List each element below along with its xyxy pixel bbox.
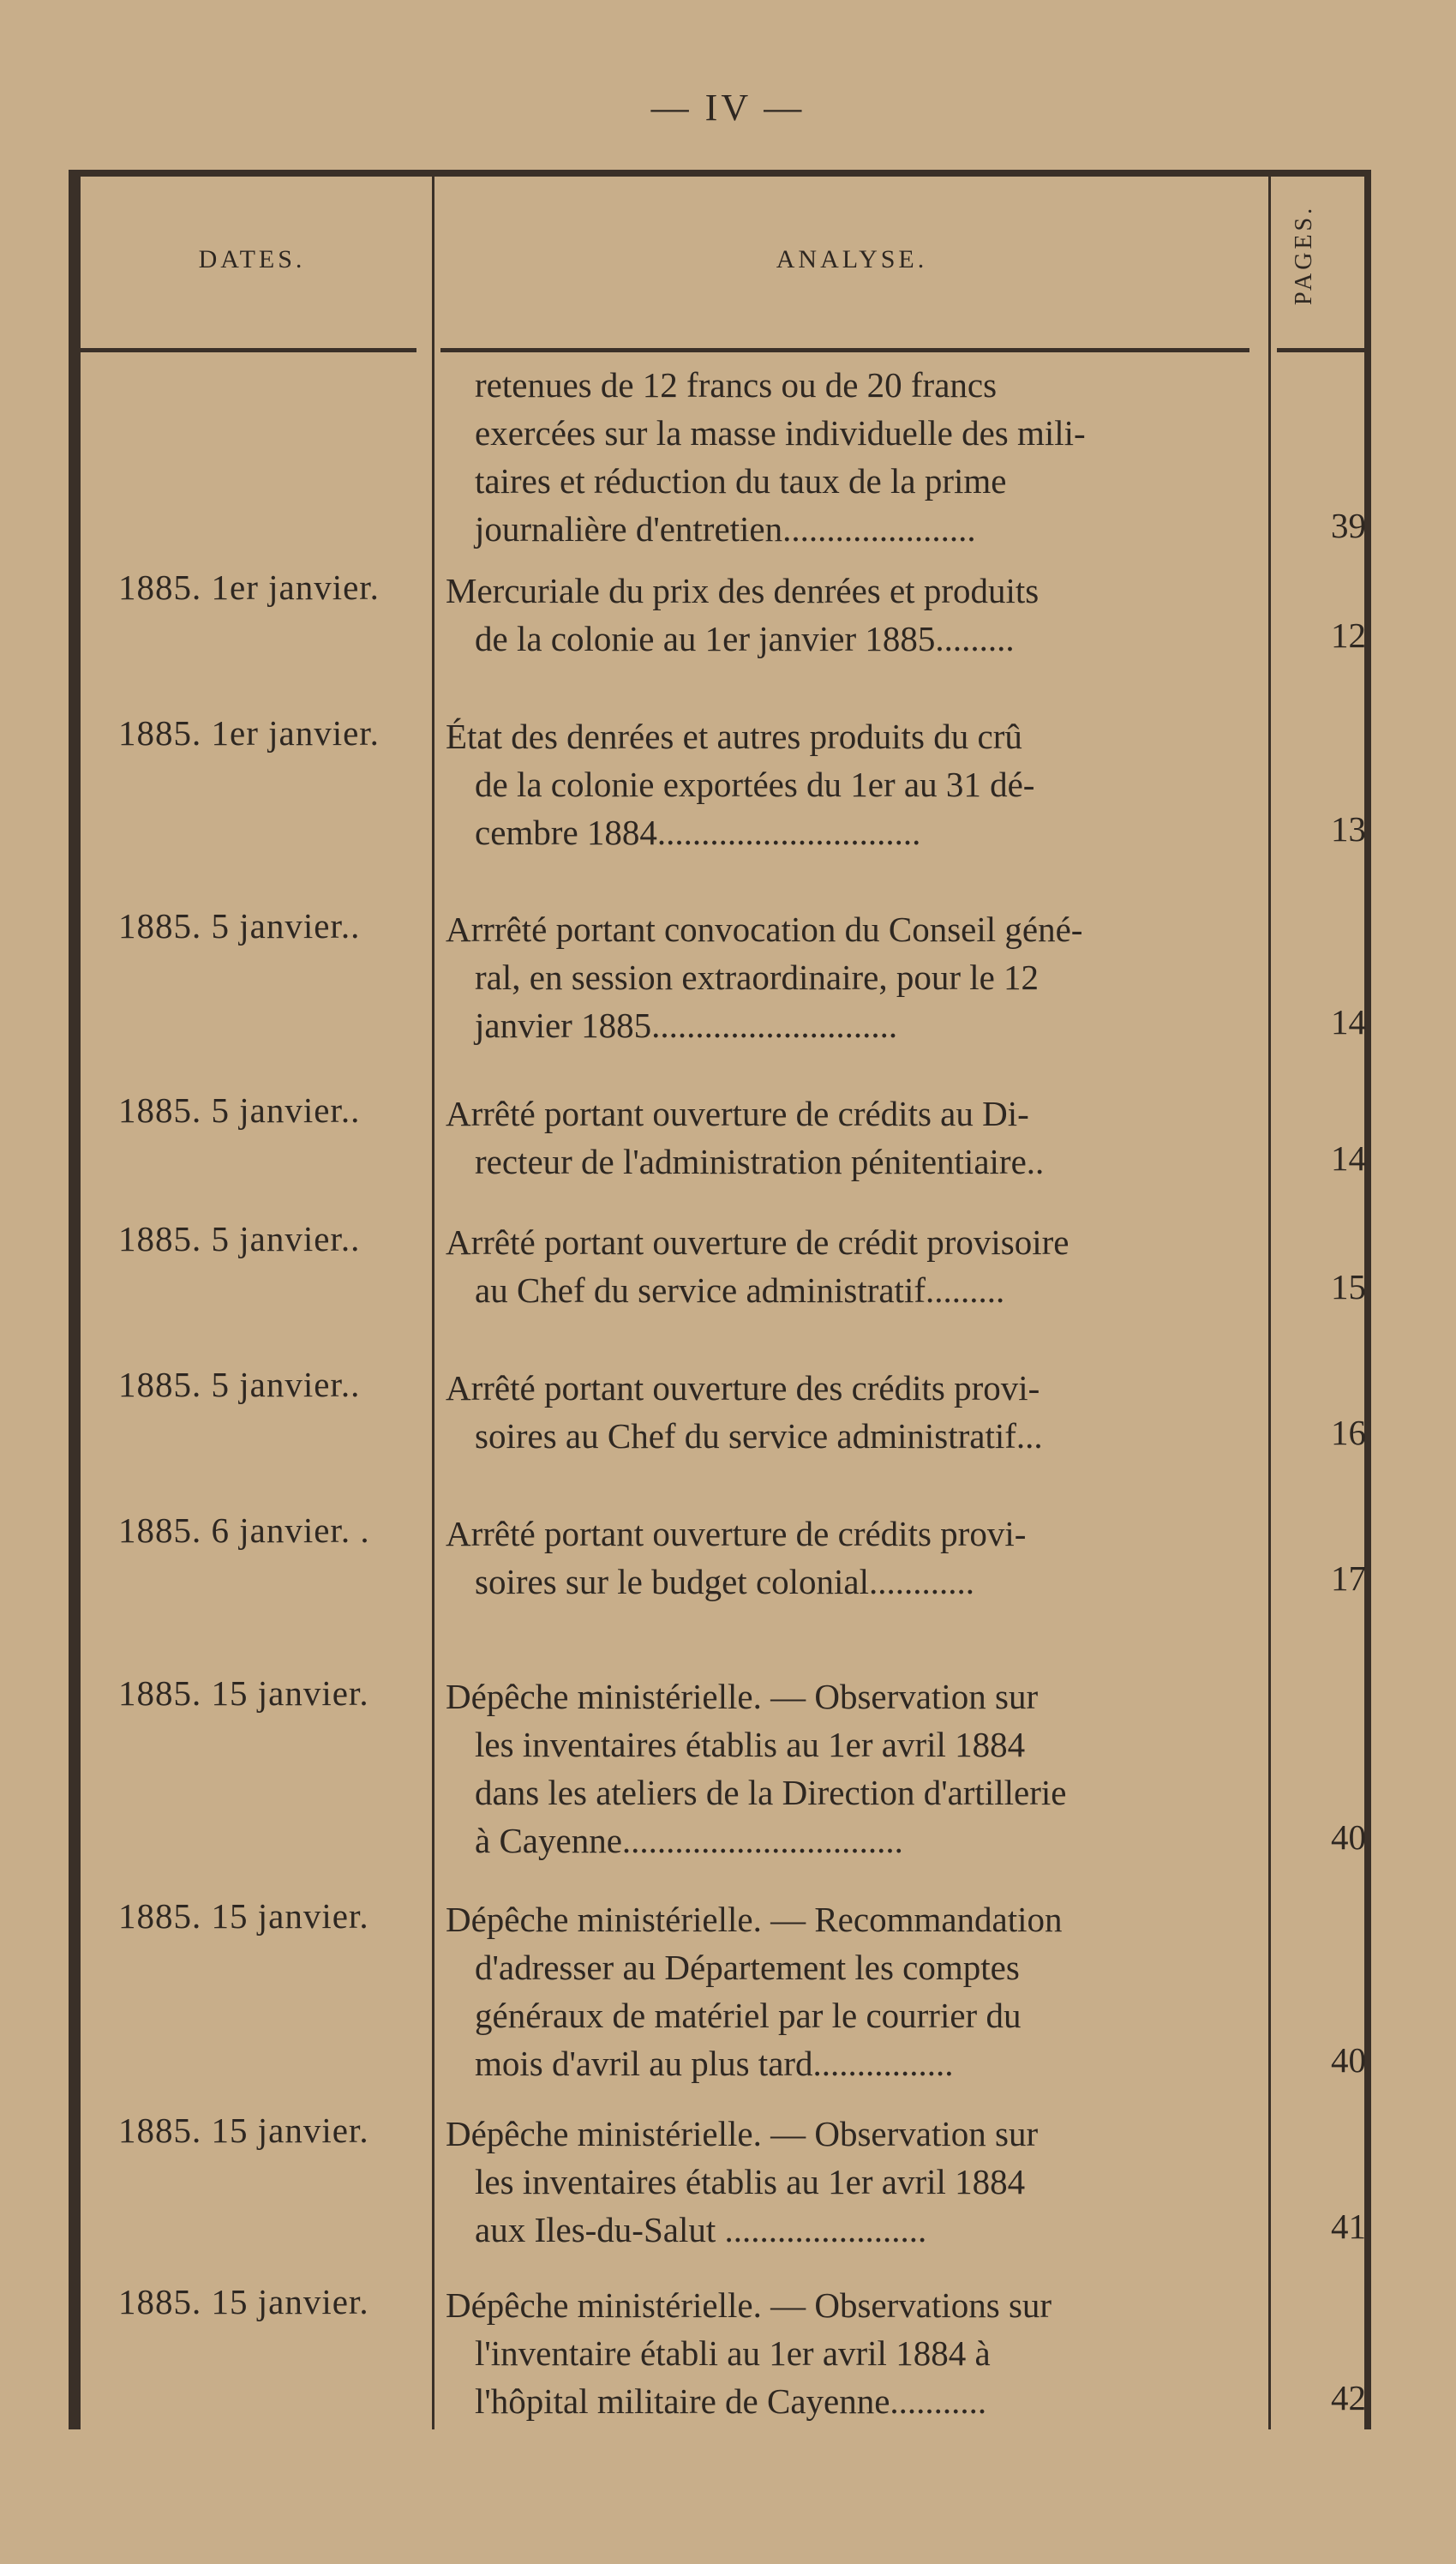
column-divider (432, 177, 434, 2429)
index-table (69, 170, 1371, 2429)
analyse-line: au Chef du service administratif......... (475, 1270, 1005, 1310)
entry-analyse (446, 2110, 1255, 2254)
analyse-line: Dépêche ministérielle. — Observations sur (446, 2285, 1052, 2325)
analyse-line: mois d'avril au plus tard................ (475, 2044, 954, 2083)
entry-date: 1885. 1er janvier. (118, 567, 380, 607)
entry-date: 1885. 5 janvier.. (118, 1219, 361, 1258)
header-rule (1277, 348, 1371, 352)
analyse-line: d'adresser au Département les comptes (475, 1948, 1020, 1987)
analyse-line: soires au Chef du service administratif... (475, 1416, 1043, 1456)
header-analyse: ANALYSE. (776, 245, 928, 273)
analyse-line: aux Iles-du-Salut ....................... (475, 2210, 927, 2249)
analyse-line: retenues de 12 francs ou de 20 francs (475, 365, 998, 405)
entry-page: 42 (1331, 2378, 1366, 2417)
analyse-line: État des denrées et autres produits du crû (446, 717, 1022, 756)
analyse-line: cembre 1884.............................. (475, 813, 921, 852)
analyse-line: ral, en session extraordinaire, pour le 12 (475, 958, 1040, 997)
analyse-line: généraux de matériel par le courrier du (475, 1996, 1022, 2035)
analyse-line: à Cayenne................................ (475, 1821, 903, 1860)
entry-analyse (446, 712, 1255, 856)
entry-analyse (446, 1090, 1255, 1186)
analyse-line: Dépêche ministérielle. — Observation sur (446, 1677, 1039, 1716)
entry-analyse (446, 567, 1255, 663)
page-number: — IV — (650, 87, 806, 129)
entry-page: 15 (1331, 1267, 1366, 1306)
analyse-line: l'hôpital militaire de Cayenne........... (475, 2381, 987, 2421)
entry-page: 14 (1331, 1138, 1366, 1178)
analyse-line: les inventaires établis au 1er avril 1884 (475, 2162, 1026, 2201)
analyse-line: soires sur le budget colonial............ (475, 1562, 975, 1601)
entry-page: 14 (1331, 1002, 1366, 1042)
entry-page: 13 (1331, 809, 1366, 849)
analyse-line: Arrêté portant ouverture des crédits provi- (446, 1368, 1040, 1408)
entry-date: 1885. 15 janvier. (118, 2282, 369, 2321)
entry-analyse (446, 905, 1255, 1049)
entry-page: 12 (1331, 615, 1366, 655)
entry-analyse (446, 1672, 1255, 1864)
entry-date: 1885. 15 janvier. (118, 2111, 369, 2150)
entry-analyse (446, 1218, 1255, 1314)
entry-date: 1885. 1er janvier. (118, 713, 380, 753)
entry-date: 1885. 15 janvier. (118, 1673, 369, 1713)
entry-page: 17 (1331, 1558, 1366, 1598)
analyse-line: de la colonie au 1er janvier 1885......... (475, 619, 1015, 658)
analyse-line: Arrêté portant ouverture de crédits au Di- (446, 1094, 1029, 1133)
analyse-line: l'inventaire établi au 1er avril 1884 à (475, 2333, 991, 2373)
header-rule (440, 348, 1249, 352)
entry-date: 1885. 6 janvier. . (118, 1510, 370, 1550)
analyse-line: journalière d'entretien...................... (475, 509, 976, 549)
analyse-line: de la colonie exportées du 1er au 31 dé- (475, 765, 1035, 804)
header-pages: PAGES. (1291, 204, 1317, 305)
entry-analyse (446, 361, 1255, 553)
entry-date: 1885. 15 janvier. (118, 1896, 369, 1936)
column-divider (1268, 177, 1271, 2429)
analyse-line: taires et réduction du taux de la prime (475, 461, 1007, 501)
entry-page: 40 (1331, 1817, 1366, 1857)
analyse-line: exercées sur la masse individuelle des mili- (475, 413, 1086, 453)
header-rule (81, 348, 416, 352)
analyse-line: recteur de l'administration pénitentiaire.. (475, 1142, 1045, 1181)
entry-analyse (446, 1510, 1255, 1606)
entry-date: 1885. 5 janvier.. (118, 1090, 361, 1130)
analyse-line: les inventaires établis au 1er avril 1884 (475, 1725, 1026, 1764)
entry-analyse (446, 2281, 1255, 2425)
analyse-line: Dépêche ministérielle. — Observation sur (446, 2114, 1039, 2153)
entry-analyse (446, 1364, 1255, 1460)
entry-page: 41 (1331, 2207, 1366, 2246)
analyse-line: janvier 1885............................ (475, 1006, 898, 1045)
analyse-line: dans les ateliers de la Direction d'artillerie (475, 1773, 1067, 1812)
analyse-line: Dépêche ministérielle. — Recommandation (446, 1900, 1063, 1939)
analyse-line: Arrêté portant ouverture de crédit provisoire (446, 1222, 1070, 1262)
analyse-line: Arrrêté portant convocation du Conseil géné- (446, 910, 1083, 949)
header-dates: DATES. (198, 245, 306, 273)
entry-page: 39 (1331, 506, 1366, 545)
analyse-line: Arrêté portant ouverture de crédits provi- (446, 1514, 1027, 1553)
entry-page: 40 (1331, 2040, 1366, 2080)
entry-date: 1885. 5 janvier.. (118, 906, 361, 946)
entry-date: 1885. 5 janvier.. (118, 1365, 361, 1404)
entry-analyse (446, 1895, 1255, 2087)
analyse-line: Mercuriale du prix des denrées et produits (446, 571, 1040, 610)
entry-page: 16 (1331, 1413, 1366, 1452)
